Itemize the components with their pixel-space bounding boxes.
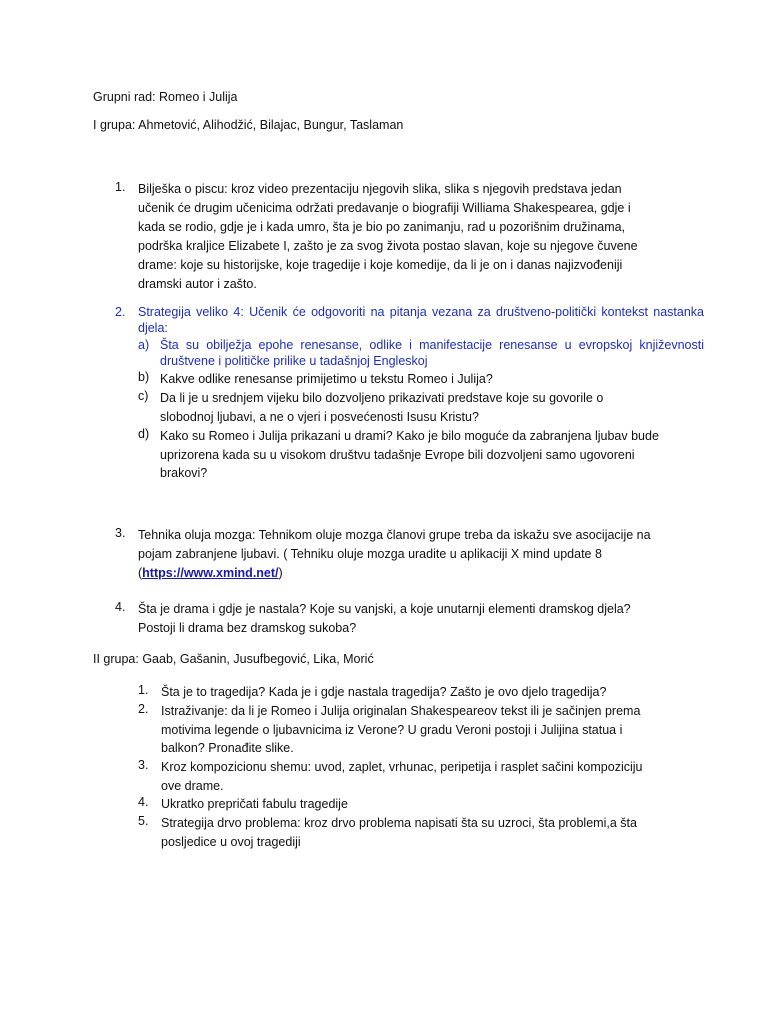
g2-line: Ukratko prepričati fabulu tragedije	[161, 797, 348, 811]
sub-line: uprizorena kada su u visokom društvu tadašnje Evrope bili dozvoljeni samo ugovoreni	[160, 447, 635, 462]
g2-line: Kroz kompozicionu shemu: uvod, zaplet, vrhunac, peripetija i rasplet sačini kompoziciju	[161, 760, 643, 774]
g2-line: Strategija drvo problema: kroz drvo problema napisati šta su uzroci, šta problemi,a šta	[161, 816, 637, 830]
g1-item1-line: podrška kraljice Elizabete I, zašto je za svog života postao slavan, koje su njegove čuvene	[138, 239, 638, 253]
g1-item4-text	[138, 600, 698, 638]
g1-item1-number: 1.	[115, 180, 126, 194]
g2-item-text	[161, 758, 642, 795]
g1-item4-line: Postoji li drama bez dramskog sukoba?	[138, 621, 357, 635]
g2-item-text	[161, 814, 637, 851]
sub-line: brakovi?	[160, 466, 208, 480]
g1-item2-text: Strategija veliko 4: Učenik će odgovoriti na pitanja vezana za društveno-politički kontekst nastanka djela:	[138, 305, 704, 335]
sub-text	[160, 427, 659, 483]
g2-line: Šta je to tragedija? Kada je i gdje nastala tragedija? Zašto je ovo djelo tragedija?	[161, 685, 607, 699]
g2-item-text	[161, 795, 348, 814]
g2-item-number: 1.	[138, 683, 149, 697]
g2-line: balkon? Pronađite slike.	[161, 741, 294, 755]
g2-line: motivima legende o ljubavnicima iz Verone? U gradu Veroni postoji i Julijina statua i	[161, 722, 623, 737]
g1-item1-line: dramski autor i zašto.	[138, 277, 257, 291]
g2-line: Istraživanje: da li je Romeo i Julija originalan Shakespeareov tekst ili je sačinjen prema	[161, 704, 641, 718]
g1-item1-line: drame: koje su historijske, koje tragedije i koje komedije, da li je on i danas najizvođeniji	[138, 258, 623, 272]
g1-item1-line: kada se rodio, gdje je i kada umro, šta je bio po zanimanju, rad u pozorišnim družinama,	[138, 220, 626, 234]
g1-item1-line: Bilješka o piscu: kroz video prezentaciju njegovih slika, slika s njegovih predstava jedan	[138, 182, 622, 196]
g1-item1-text	[138, 180, 658, 294]
sub-line: Kako su Romeo i Julija prikazani u drami? Kako je bilo moguće da zabranjena ljubav bude	[160, 429, 659, 443]
sub-text: Šta su obilježja epohe renesanse, odlike i manifestacije renesanse u evropskoj književnosti društvene i političke prilike u tadašnjoj Engleskoj	[160, 338, 704, 368]
g2-line: posljedice u ovoj tragediji	[161, 834, 301, 849]
sub-text: Kakve odlike renesanse primijetimo u tekstu Romeo i Julija?	[160, 372, 493, 386]
g2-item-number: 2.	[138, 702, 149, 716]
close-paren: )	[278, 566, 283, 580]
sub-label: c)	[138, 389, 149, 403]
g1-item3-link-line	[138, 564, 698, 583]
sub-line: Da li je u srednjem vijeku bilo dozvoljeno prikazivati predstave koje su govorile o	[160, 391, 604, 405]
g2-item-text	[161, 702, 640, 758]
g2-item-number: 4.	[138, 795, 149, 809]
xmind-link[interactable]: https://www.xmind.net/	[142, 566, 279, 580]
sub-text	[160, 389, 603, 426]
g1-item3-line: Tehnika oluja mozga: Tehnikom oluje mozga članovi grupe treba da iskažu sve asocijacije na	[138, 528, 651, 542]
g1-item2-number: 2.	[115, 305, 126, 319]
sub-line: slobodnoj ljubavi, a ne o vjeri i posvećenosti Isusu Kristu?	[160, 409, 479, 424]
g1-item1-line: učenik će drugim učenicima održati predavanje o biografiji Williama Shakespearea, gdje i	[138, 201, 631, 215]
g1-item3-number: 3.	[115, 526, 126, 540]
sub-label: d)	[138, 427, 150, 441]
g2-item-text	[161, 683, 606, 702]
group2-header: II grupa: Gaab, Gašanin, Jusufbegović, Lika, Morić	[93, 652, 374, 666]
g1-item3-text	[138, 526, 698, 583]
g1-item3-line: pojam zabranjene ljubavi. ( Tehniku oluje mozga uradite u aplikaciji X mind update 8	[138, 547, 602, 561]
group1-header: I grupa: Ahmetović, Alihodžić, Bilajac, Bungur, Taslaman	[93, 118, 404, 132]
open-paren: (	[138, 566, 143, 580]
sub-label: b)	[138, 370, 150, 384]
g1-item4-number: 4.	[115, 600, 126, 614]
g2-line: ove drame.	[161, 778, 224, 793]
g1-item4-line: Šta je drama i gdje je nastala? Koje su vanjski, a koje unutarnji elementi dramskog djela?	[138, 602, 631, 616]
document-title: Grupni rad: Romeo i Julija	[93, 90, 238, 104]
g2-item-number: 5.	[138, 814, 149, 828]
g2-item-number: 3.	[138, 758, 149, 772]
sub-label: a)	[138, 338, 150, 352]
